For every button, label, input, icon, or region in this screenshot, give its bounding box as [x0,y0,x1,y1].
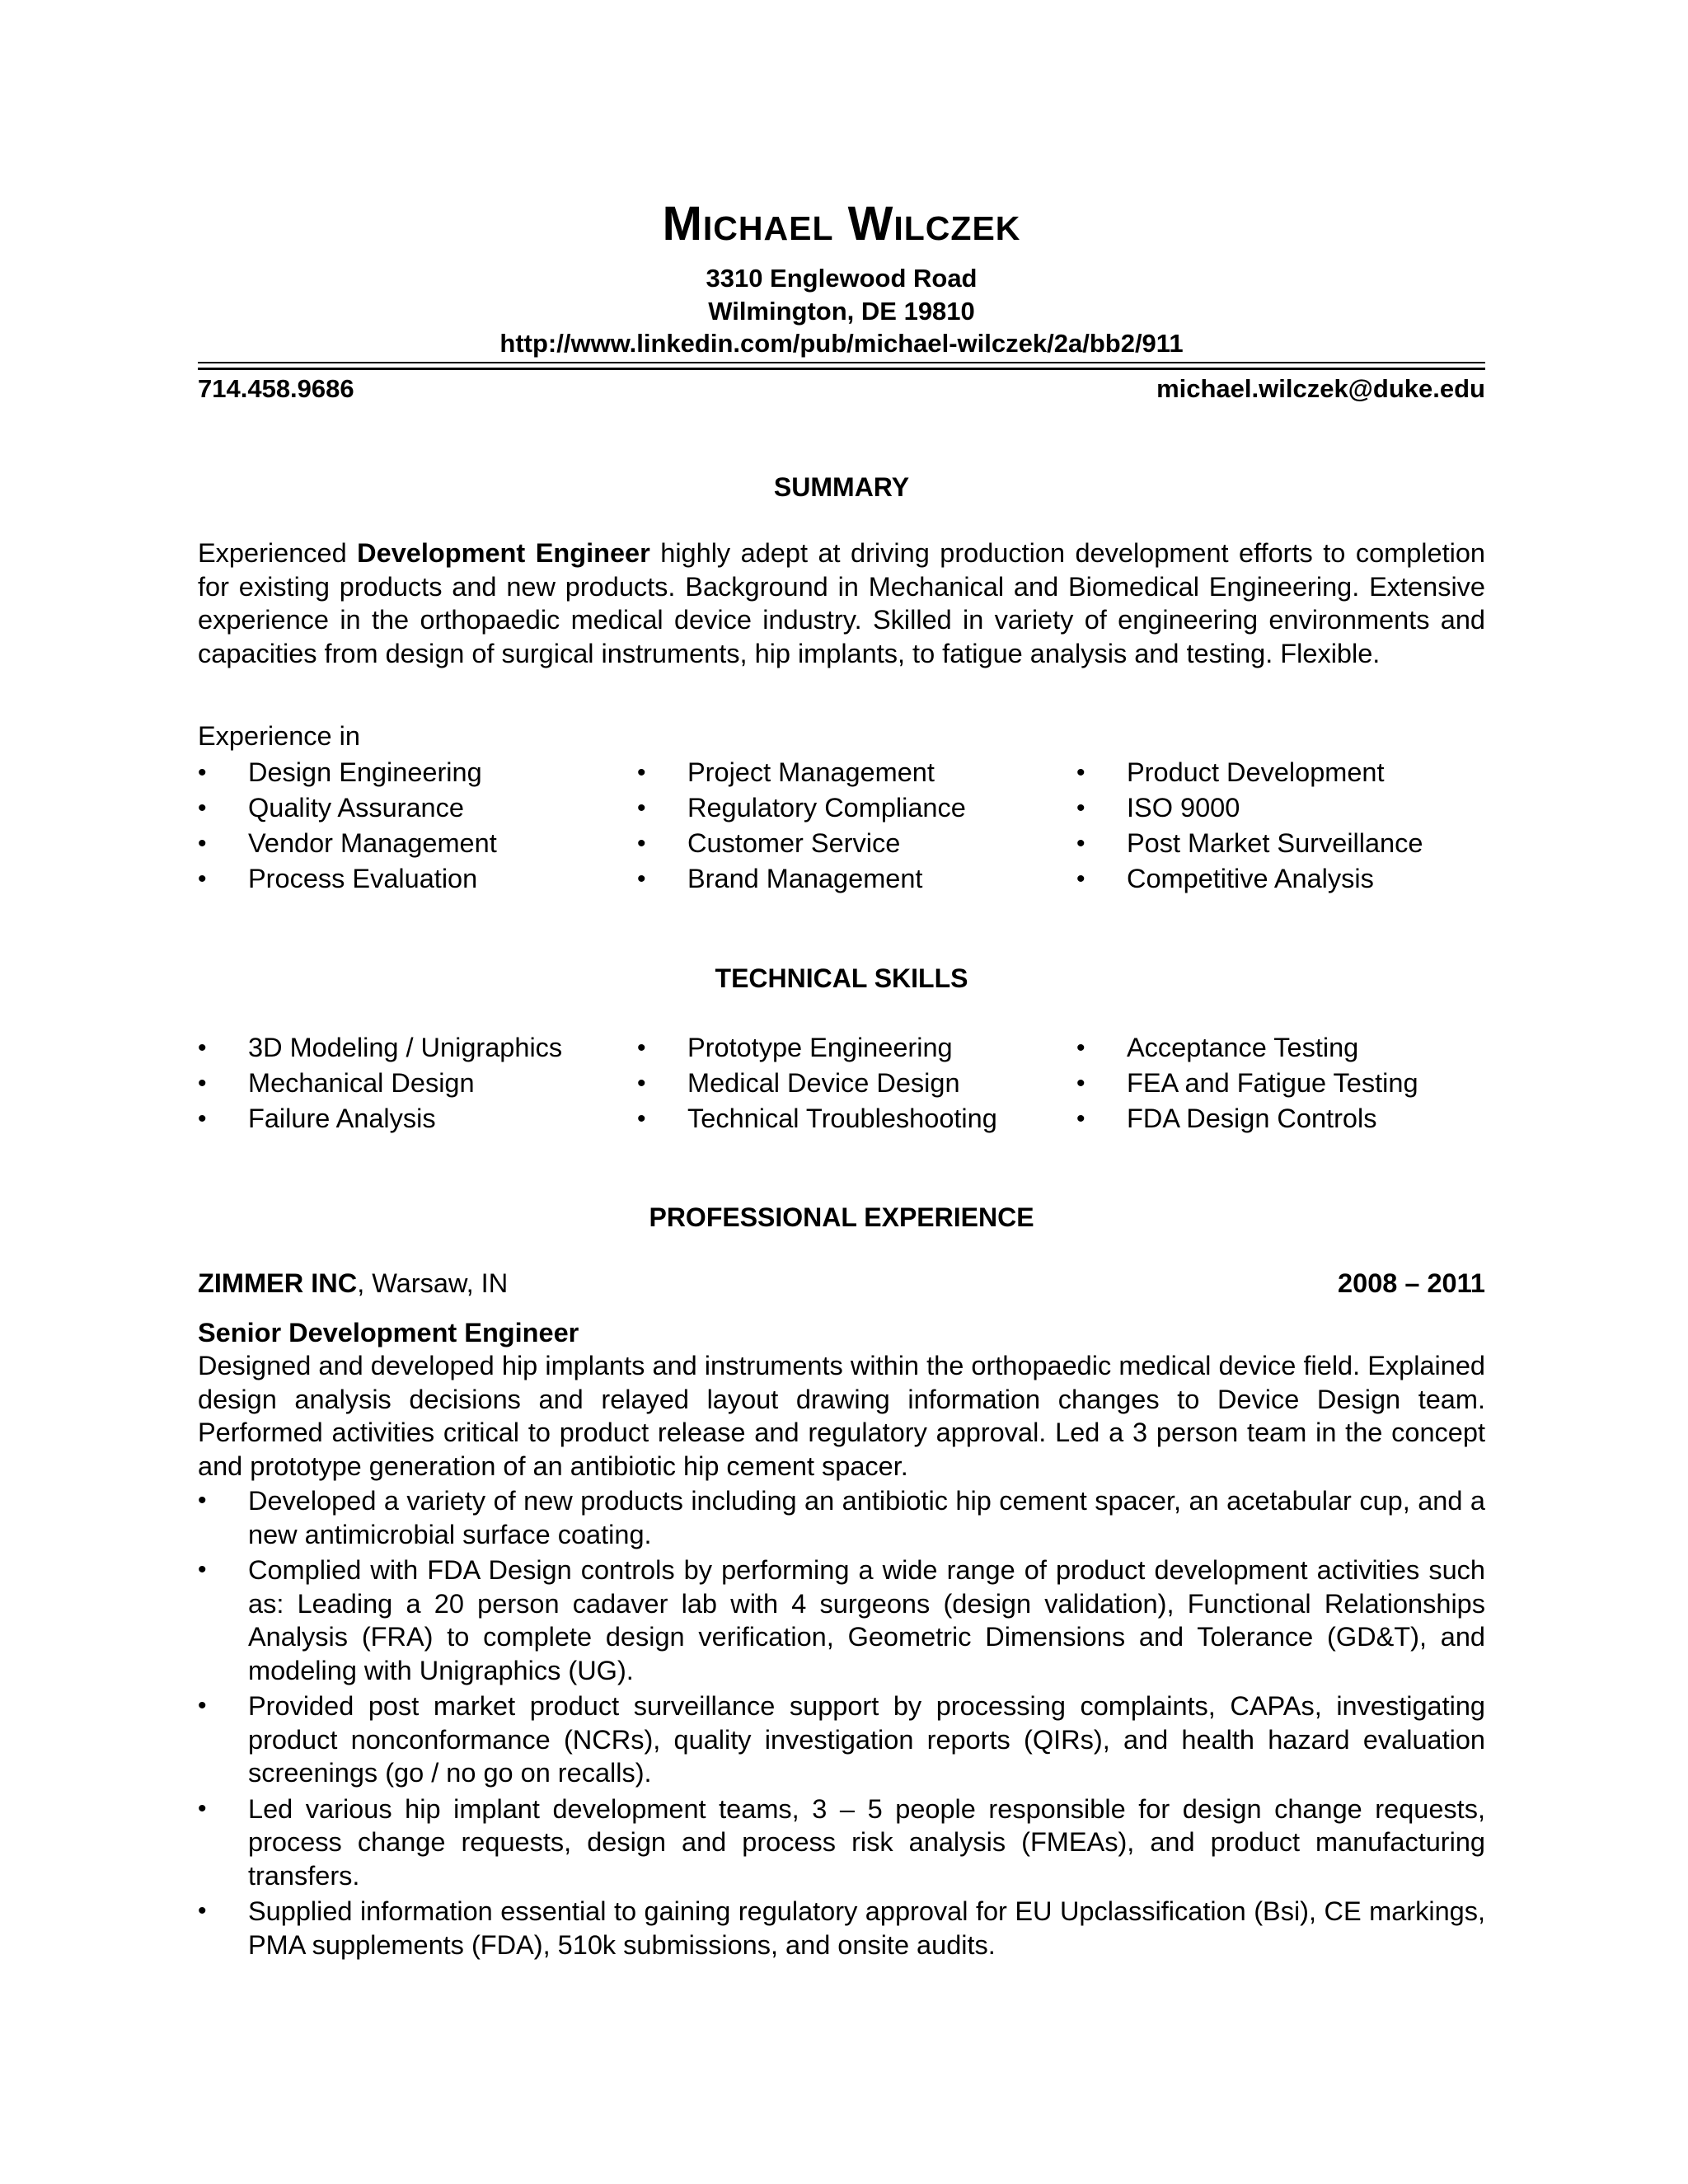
list-item: • Supplied information essential to gaining regulatory approval for EU Upclassification (Bsi), CE markings, PMA supplements (FDA), 510k submissions, and onsite audits. [198,1896,1485,1960]
summary-intro-after: highly adept at driving production development efforts to completion for existing products and new products. Background in Mechanical and Biomedical Engineering. Extensive experience in the orthopaedic medical device industry. Skilled in variety of engineering environments and capacities from design of surgical instruments, hip implants, to fatigue analysis and testing. Flexible. [198,538,1486,668]
bullet-icon: • [198,830,207,857]
bullet-icon: • [637,1105,646,1132]
bullet-icon: • [198,1692,207,1719]
bullet-icon: • [198,759,207,786]
summary-role: Development Engineer [357,538,650,568]
bullet-icon: • [198,1070,207,1097]
header-divider-thin [198,362,1485,363]
bullet-icon: • [198,1897,207,1924]
bullet-icon: • [198,1034,207,1062]
bullet-icon: • [1076,1034,1085,1062]
list-item: • Led various hip implant development teams, 3 – 5 people responsible for design change requests, process change requests, design and process risk analysis (FMEAs), and product manufacturing transfers. [198,1793,1485,1891]
professional-experience-heading: PROFESSIONAL EXPERIENCE [649,1202,1034,1232]
bullet-icon: • [198,1487,207,1514]
experience-in-label: Experience in [198,721,360,751]
bullet-icon: • [637,865,646,893]
email-address[interactable]: michael.wilczek@duke.edu [1156,374,1485,403]
bullet-icon: • [637,1070,646,1097]
list-item: • Complied with FDA Design controls by performing a wide range of product development activities such as: Leading a 20 person cadaver lab with 4 surgeons (design validation), Functional Relationships Analysis (FRA) to complete design verification, Geometric Dimensions and Tolerance (GD&T), and modeling with Unigraphics (UG). [198,1555,1485,1685]
bullet-icon: • [1076,1105,1085,1132]
job-bullets [198,1484,1485,1964]
summary-paragraph [198,537,1485,670]
address-line-2: Wilmington, DE 19810 [708,297,975,326]
job-description: Designed and developed hip implants and instruments within the orthopaedic medical device field. Explained design analysis decisions and relayed layout drawing information changes to Device Design team. Performed activities critical to product release and regulatory approval. Led a 3 person team in the concept and prototype generation of an antibiotic hip cement spacer. [198,1351,1485,1481]
candidate-name: Michael Wilczek [662,197,1021,251]
bullet-icon: • [637,794,646,822]
bullet-icon: • [198,1794,207,1822]
list-item: • Provided post market product surveillance support by processing complaints, CAPAs, investigating product nonconformance (NCRs), quality investigation reports (QIRs), and health hazard evaluation screenings (go / no go on recalls). [198,1691,1485,1788]
bullet-icon: • [198,1556,207,1583]
bullet-icon: • [1076,759,1085,786]
bullet-icon: • [198,1105,207,1132]
list-item: • Developed a variety of new products including an antibiotic hip cement spacer, an acetabular cup, and a new antimicrobial surface coating. [198,1486,1485,1549]
address-line-1: 3310 Englewood Road [706,264,978,293]
phone-number: 714.458.9686 [198,374,354,403]
technical-skills-heading: TECHNICAL SKILLS [715,963,968,993]
bullet-icon: • [1076,865,1085,893]
bullet-icon: • [198,865,207,893]
linkedin-url[interactable]: http://www.linkedin.com/pub/michael-wilczek/2a/bb2/911 [499,329,1184,358]
bullet-icon: • [637,830,646,857]
job-years: 2008 – 2011 [1338,1268,1485,1298]
bullet-icon: • [637,759,646,786]
header-divider-thick [198,368,1485,370]
company-location: , Warsaw, IN [357,1268,509,1298]
bullet-icon: • [637,1034,646,1062]
bullet-icon: • [1076,1070,1085,1097]
summary-intro-before: Experienced [198,538,358,568]
company-name: ZIMMER INC [198,1268,358,1298]
bullet-icon: • [1076,794,1085,822]
bullet-icon: • [198,794,207,822]
job-title: Senior Development Engineer [198,1318,579,1347]
bullet-icon: • [1076,830,1085,857]
summary-heading: SUMMARY [773,472,910,502]
job-header [198,1267,1485,1300]
